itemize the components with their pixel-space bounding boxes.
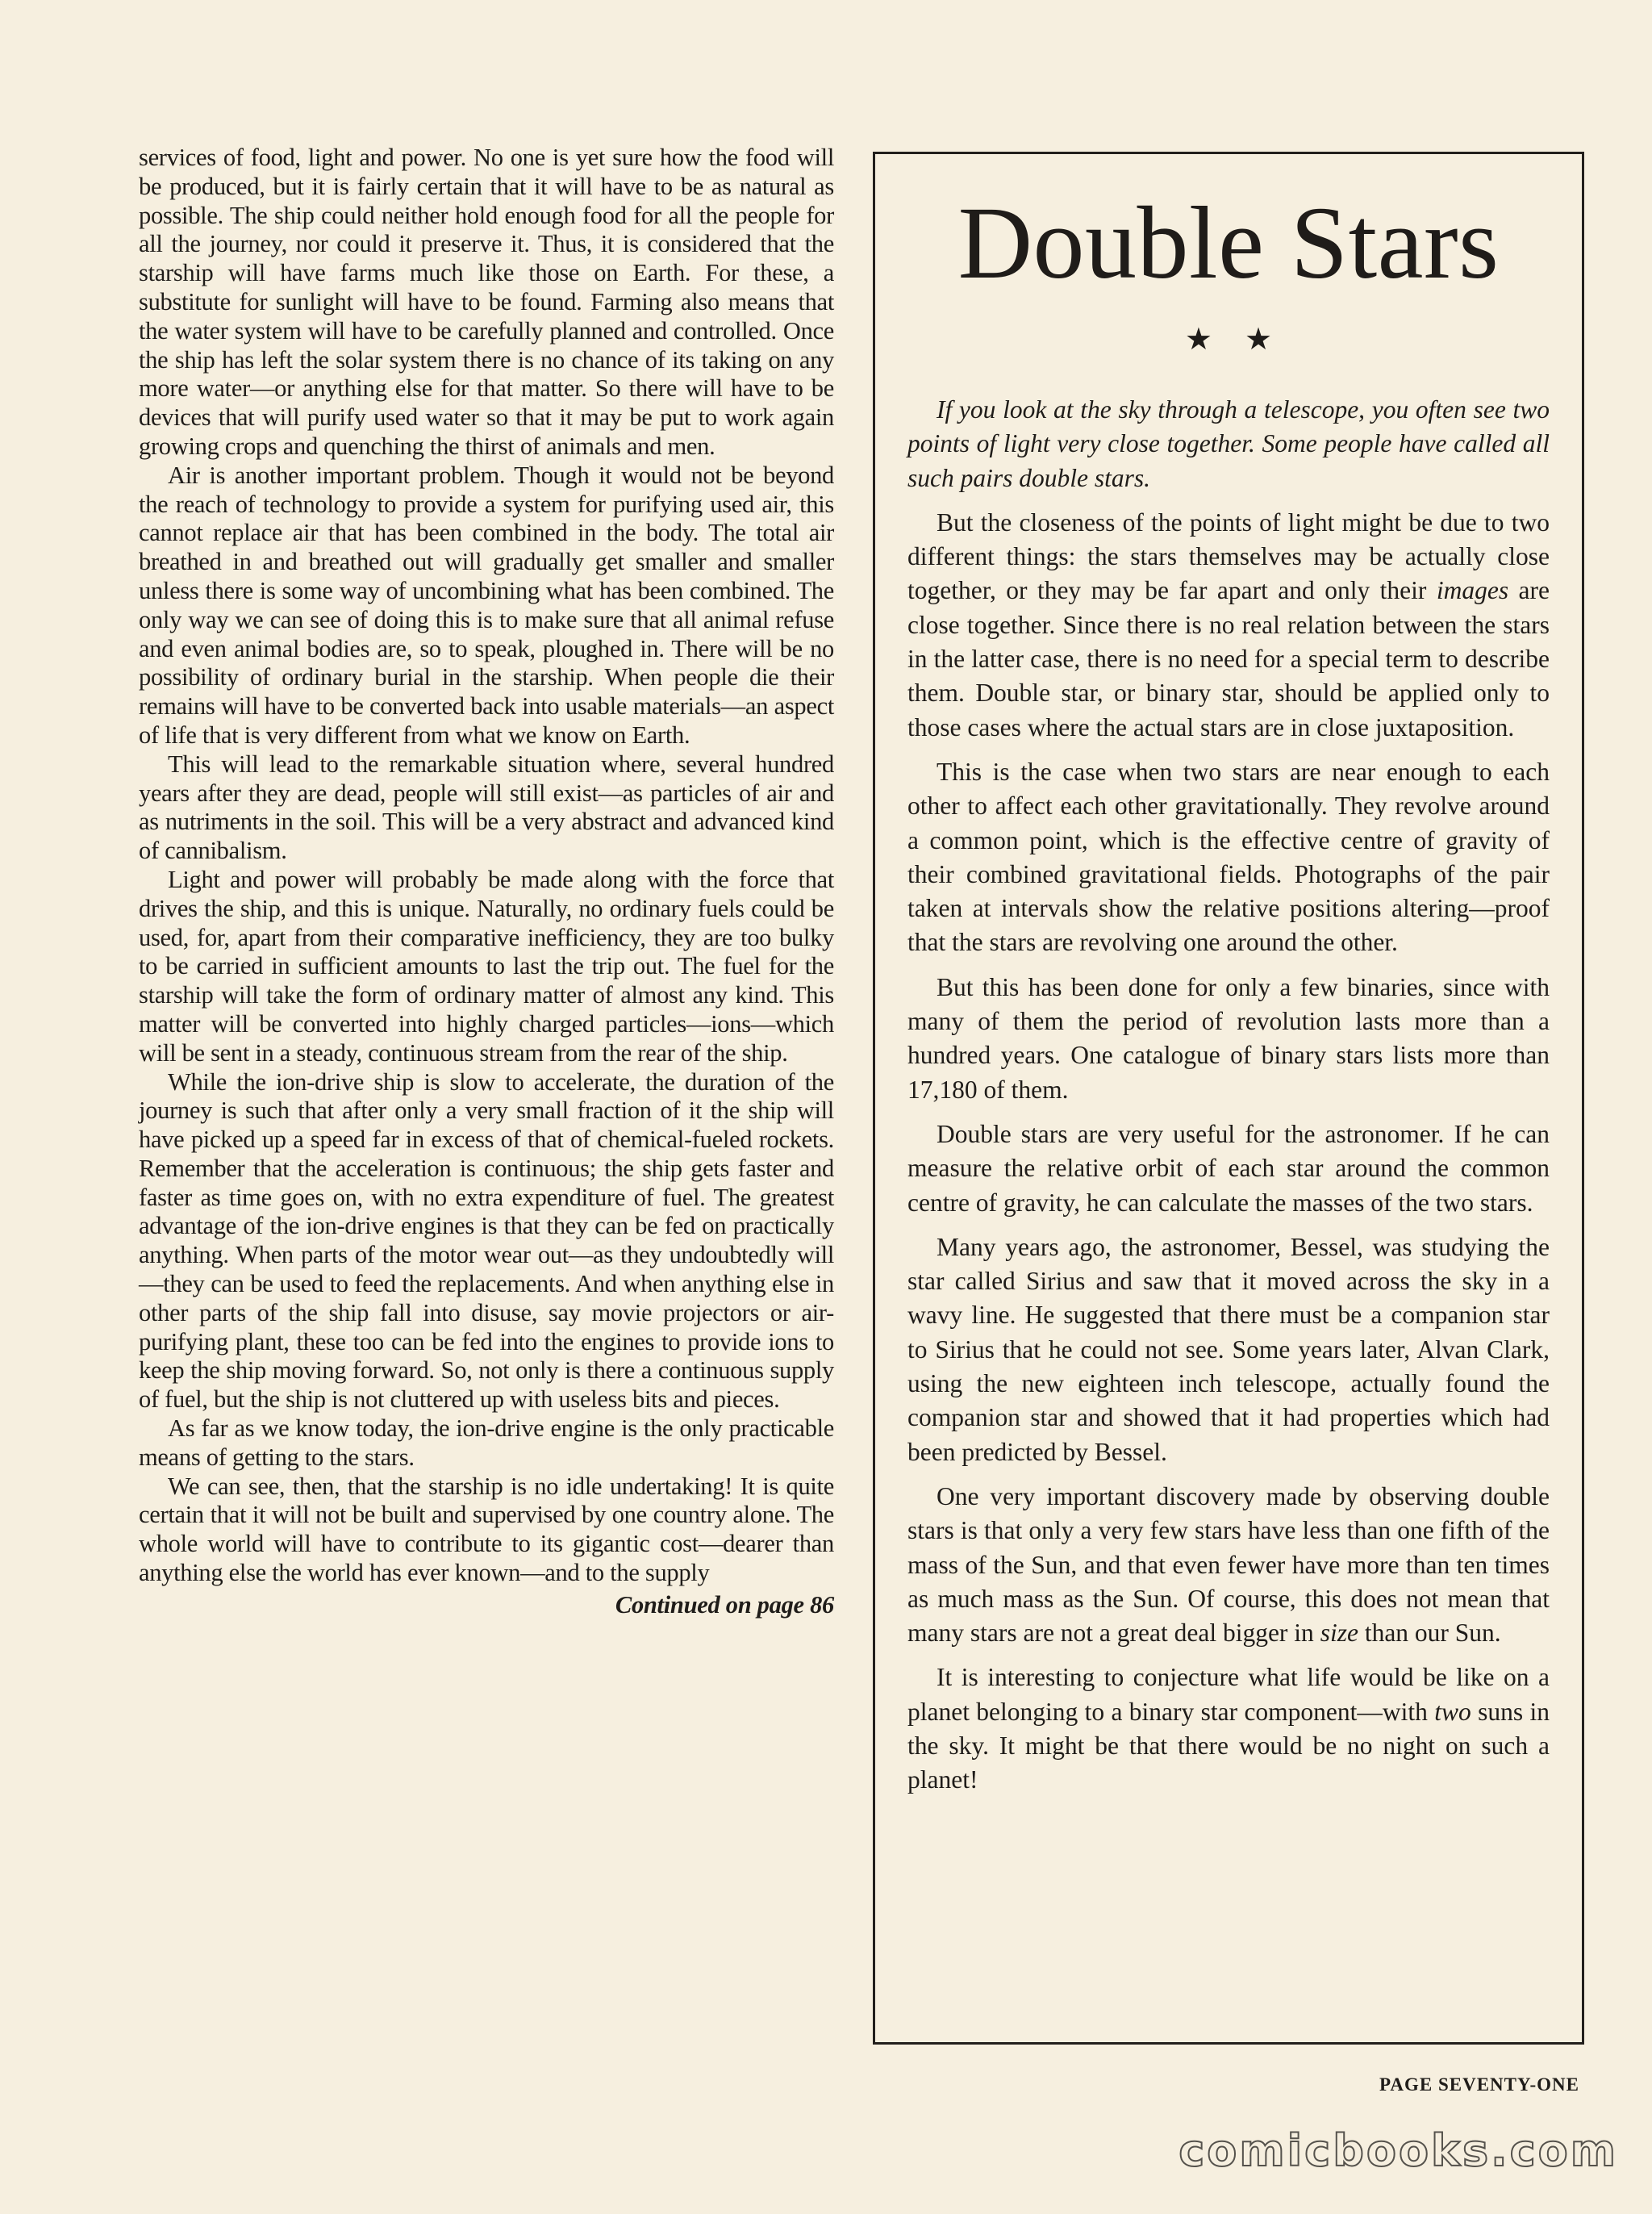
sidebar-paragraph: Many years ago, the astronomer, Bessel, was studying the star called Sirius and saw that it moved across the sky in a wavy line. He suggested that there must be a companion star to Sirius that he could not see. Some years later, Alvan Clark, using the new eighteen inch telescope, actually found the companion star and showed that it had properties which had been predicted by Bessel. [907, 1232, 1550, 1466]
article-paragraph: We can see, then, that the starship is no idle undertaking! It is quite certain that it will not be built and supervised by one country alone. The whole world will have to contribute to its gigantic cost—dearer than anything else the world has ever known—and to the supply [139, 1472, 834, 1587]
sidebar-title: Double Stars [957, 186, 1500, 300]
sidebar-body [907, 393, 1550, 1798]
sidebar-paragraph: But this has been done for only a few binaries, since with many of them the period of revolution lasts more than a hundred years. One catalogue of binary stars lists more than 17,180 of them. [907, 972, 1550, 1104]
text-run: It is interesting to conjecture what life would be like on a planet belonging to a binary star component—with [907, 1663, 1550, 1726]
text-run: suns in the sky. It might be that there would be no night on such a planet! [907, 1697, 1550, 1794]
text-run: are close together. Since there is no real relation between the stars in the latter case, there is no need for a special term to describe them. Double star, or binary star, should be applied only to those cases where the actual stars are in close juxtaposition. [907, 576, 1550, 741]
emphasis: size [1320, 1619, 1358, 1648]
article-paragraph: Light and power will probably be made along with the force that drives the ship, and this is unique. Naturally, no ordinary fuels could be used, for, apart from their comparative inefficiency, they are too bulky to be carried in sufficient amounts to last the trip out. The fuel for the starship will take the form of ordinary matter of almost any kind. This matter will be converted into highly charged particles—ions—which will be sent in a steady, continuous stream from the rear of the ship. [139, 865, 834, 1067]
article-paragraph: While the ion-drive ship is slow to accelerate, the duration of the journey is such that after only a very small fraction of it the ship will have picked up a speed far in excess of that of chemical-fueled rockets. Remember that the acceleration is continuous; the ship gets faster and faster as time goes on, with no extra expenditure of fuel. The greatest advantage of the ion-drive engines is that they can be fed on practically anything. When parts of the motor wear out—as they undoubtedly will—they can be used to feed the replacements. And when anything else in other parts of the ship fall into disuse, say movie projectors or air-purifying plant, these too can be fed into the engines to provide ions to keep the ship moving forward. So, not only is there a continuous supply of fuel, but the ship is not cluttered up with useless bits and pieces. [139, 1067, 834, 1414]
star-ornament: ★★ [1184, 323, 1305, 357]
sidebar-paragraph: Double stars are very useful for the astronomer. If he can measure the relative orbit of each star around the common centre of gravity, he can calculate the masses of the two stars. [907, 1119, 1550, 1217]
double-stars-sidebar [873, 152, 1584, 2045]
article-paragraph: services of food, light and power. No one is yet sure how the food will be produced, but it is fairly certain that it will have to be as natural as possible. The ship could neither hold enough food for all the people for all the journey, nor could it preserve it. Thus, it is considered that the starship will have farms much like those on Earth. For these, a substitute for sunlight will have to be found. Farming also means that the water system will have to be carefully planned and controlled. Once the ship has left the solar system there is no chance of its taking on any more water—or anything else for that matter. So there will have to be devices that will purify used water so that it may be put to work again growing crops and quenching the thirst of animals and men. [139, 144, 834, 460]
emphasis: images [1436, 576, 1509, 605]
continued-note: Continued on page 86 [615, 1590, 834, 1619]
sidebar-intro: If you look at the sky through a telescope, you often see two points of light very close together. Some people have called all such pairs double stars. [907, 395, 1550, 492]
page-number: PAGE SEVENTY-ONE [1379, 2074, 1579, 2095]
watermark-logo: comicbooks.com [1179, 2125, 1618, 2176]
article-paragraph: Air is another important problem. Though it would not be beyond the reach of technology to provide a system for purifying used air, this cannot replace air that has been combined in the body. The total air breathed in and breathed out will gradually get smaller and smaller unless there is some way of uncombining what has been combined. The only way we can see of doing this is to make sure that all animal refuse and even animal bodies are, so to speak, ploughed in. There will be no possibility of ordinary burial in the starship. When people die their remains will have to be converted back into usable materials—an aspect of life that is very different from what we know on Earth. [139, 461, 834, 749]
sidebar-paragraph: This is the case when two stars are near enough to each other to affect each other gravitationally. They revolve around a common point, which is the effective centre of gravity of their combined gravitational fields. Photographs of the pair taken at intervals show the relative positions altering—proof that the stars are revolving one around the other. [907, 757, 1550, 957]
text-run: One very important discovery made by observing double stars is that only a very few stars have less than one fifth of the mass of the Sun, and that even fewer have more than ten times as much mass as the Sun. Of course, this does not mean that many stars are not a great deal bigger in [907, 1481, 1550, 1648]
article-paragraph: As far as we know today, the ion-drive engine is the only practicable means of getting to the stars. [139, 1414, 834, 1471]
emphasis: two [1434, 1697, 1471, 1726]
sidebar-paragraph [907, 1480, 1550, 1650]
sidebar-paragraph [907, 506, 1550, 745]
sidebar-paragraph [907, 1660, 1550, 1797]
article-paragraph: This will lead to the remarkable situation where, several hundred years after they are dead, people will still exist—as particles of air and as nutriments in the soil. This will be a very abstract and advanced kind of cannibalism. [139, 750, 834, 865]
article-column [139, 144, 834, 1620]
text-run: than our Sun. [1358, 1619, 1501, 1648]
text-run: But the closeness of the points of light might be due to two different things: the stars themselves may be actually close together, or they may be far apart and only their [907, 508, 1550, 605]
